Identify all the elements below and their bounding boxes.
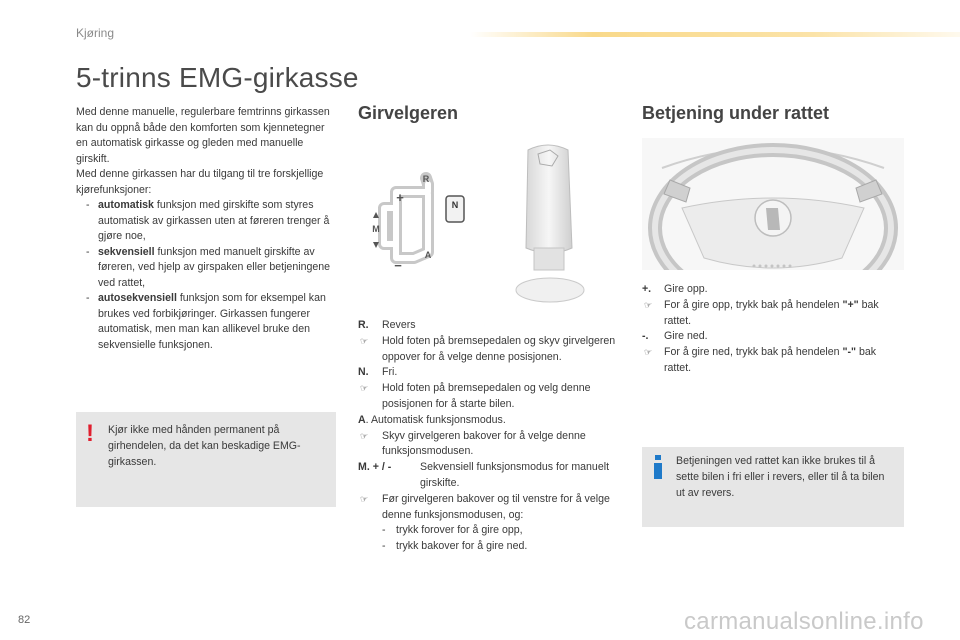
mode-term: autosekvensiell: [98, 292, 177, 304]
page-title: 5-trinns EMG-girkasse: [76, 62, 359, 93]
gear-gate-diagram: [368, 168, 468, 278]
pointer-icon: ☞: [644, 299, 653, 310]
entry-key: -.: [642, 330, 649, 343]
entry-label: Revers: [382, 319, 416, 331]
info-icon: [652, 455, 664, 479]
gear-selector-heading: Girvelgeren: [358, 103, 459, 123]
warning-text: Kjør ikke med hånden permanent på girhendelen, da det kan beskadige EMG-girkassen.: [108, 424, 301, 468]
pointer-icon: ☞: [360, 493, 369, 504]
entry-instruction: [358, 381, 628, 413]
gate-label-a: A: [424, 250, 432, 260]
instruction-text-end: bak rattet.: [664, 298, 879, 327]
entry-key: R.: [358, 319, 369, 331]
mode-list: [76, 198, 338, 353]
info-box: [642, 447, 904, 527]
entry-manual: [358, 460, 628, 492]
instruction-text: Før girvelgeren bakover og til venstre for å velge denne funksjonsmodusen, og:: [382, 492, 610, 521]
mode-term: automatisk: [98, 199, 154, 211]
entry-automatic: [358, 413, 628, 429]
section-label: Kjøring: [76, 26, 115, 40]
instruction-symbol: "+": [842, 298, 859, 311]
gate-label-m: M: [372, 224, 380, 234]
steering-controls-heading: Betjening under rattet: [642, 103, 830, 123]
watermark: carmanualsonline.info: [684, 608, 924, 635]
sub-item-up: - trykk forover for å gire opp,: [382, 524, 523, 537]
entry-shift-up: [642, 282, 904, 298]
instruction-text: For å gire ned, trykk bak på hendelen: [664, 346, 843, 359]
instruction-text: For å gire opp, trykk bak på hendelen: [664, 298, 843, 311]
mode-term: sekvensiell: [98, 245, 155, 258]
entry-instruction: [358, 429, 628, 461]
gear-stick-illustration: [510, 140, 586, 310]
steering-entries: [642, 282, 904, 377]
pointer-icon: ☞: [360, 335, 369, 346]
intro-column: [76, 105, 338, 353]
gate-label-r: R: [422, 174, 430, 184]
entry-key: +.: [642, 283, 652, 295]
entry-key: A: [358, 413, 366, 426]
header-rule: [470, 32, 960, 37]
instruction-text: Hold foten på bremsepedalen og velg denne posisjonen for å starte bilen.: [382, 382, 591, 410]
intro-paragraph-1: Med denne manuelle, regulerbare femtrinns girkassen kan du oppnå både den komforten som kjennetegner en automatisk girkasse og gleden med manuelle girskift.: [76, 106, 330, 165]
entry-shift-down: [642, 329, 904, 345]
entry-instruction: [642, 345, 904, 377]
mode-text: funksjon med manuelt girskifte av føreren, ved hjelp av girspaken eller betjeningene ved rattet,: [98, 245, 331, 289]
entry-instruction: [642, 298, 904, 330]
entry-label: Sekvensiell funksjonsmodus for manuelt girskifte.: [420, 461, 610, 489]
gate-label-n: N: [451, 200, 459, 210]
entry-key: M. + / -: [358, 461, 392, 474]
steering-wheel-illustration: [642, 138, 904, 270]
gate-label-minus: −: [394, 258, 402, 273]
mode-text: funksjon som for eksempel kan brukes ved forbikjøringer. Girkassen fungerer automatisk, men man kan allikevel bruke den sekvensielle funksjonen.: [98, 292, 326, 351]
intro-paragraph-2: Med denne girkassen har du tilgang til tre forskjellige kjørefunksjoner:: [76, 168, 324, 196]
entry-label: Fri.: [382, 366, 398, 379]
entry-instruction: [358, 492, 628, 524]
mode-text: funksjon med girskifte som styres automatisk av girkassen uten at føreren trenger å gjøre noe,: [98, 199, 330, 242]
mode-item-automatic: - automatisk funksjon med girskifte som styres automatisk av girkassen uten at føreren trenger å gjøre noe,: [86, 199, 330, 242]
pointer-icon: ☞: [644, 347, 653, 358]
sub-text: trykk bakover for å gire ned.: [396, 540, 528, 553]
sub-text: trykk forover for å gire opp,: [396, 524, 523, 537]
warning-box: [76, 412, 336, 507]
instruction-text-end: bak rattet.: [664, 346, 877, 374]
entry-reverse: [358, 318, 628, 334]
gear-selector-entries: [358, 318, 628, 555]
entry-label: . Automatisk funksjonsmodus.: [365, 413, 506, 426]
entry-instruction: [358, 334, 628, 366]
page-number: 82: [18, 614, 31, 626]
pointer-icon: ☞: [360, 430, 369, 441]
entry-label: Gire opp.: [664, 283, 708, 295]
sub-item-down: - trykk bakover for å gire ned.: [382, 540, 528, 553]
pointer-icon: ☞: [360, 383, 369, 394]
gate-label-plus: +: [396, 190, 404, 205]
instruction-symbol: "-": [842, 346, 857, 359]
mode-item-autosequential: - autosekvensiell funksjon som for eksempel kan brukes ved forbikjøringer. Girkassen fungerer automatisk, men man kan allikevel bruke den sekvensielle funksjonen.: [86, 292, 326, 351]
mode-item-sequential: - sekvensiell funksjon med manuelt girskifte av føreren, ved hjelp av girspaken eller betjeningene ved rattet,: [86, 245, 331, 289]
instruction-text: Skyv girvelgeren bakover for å velge denne funksjonsmodusen.: [382, 429, 586, 458]
entry-neutral: [358, 365, 628, 381]
info-text: Betjeningen ved rattet kan ikke brukes til å sette bilen i fri eller i revers, eller til å ta bilen ut av revers.: [676, 455, 885, 499]
entry-key: N.: [358, 366, 369, 379]
entry-label: Gire ned.: [664, 330, 708, 343]
instruction-text: Hold foten på bremsepedalen og skyv girvelgeren oppover for å velge denne posisjonen.: [382, 334, 616, 363]
exclamation-icon: !: [86, 420, 94, 447]
